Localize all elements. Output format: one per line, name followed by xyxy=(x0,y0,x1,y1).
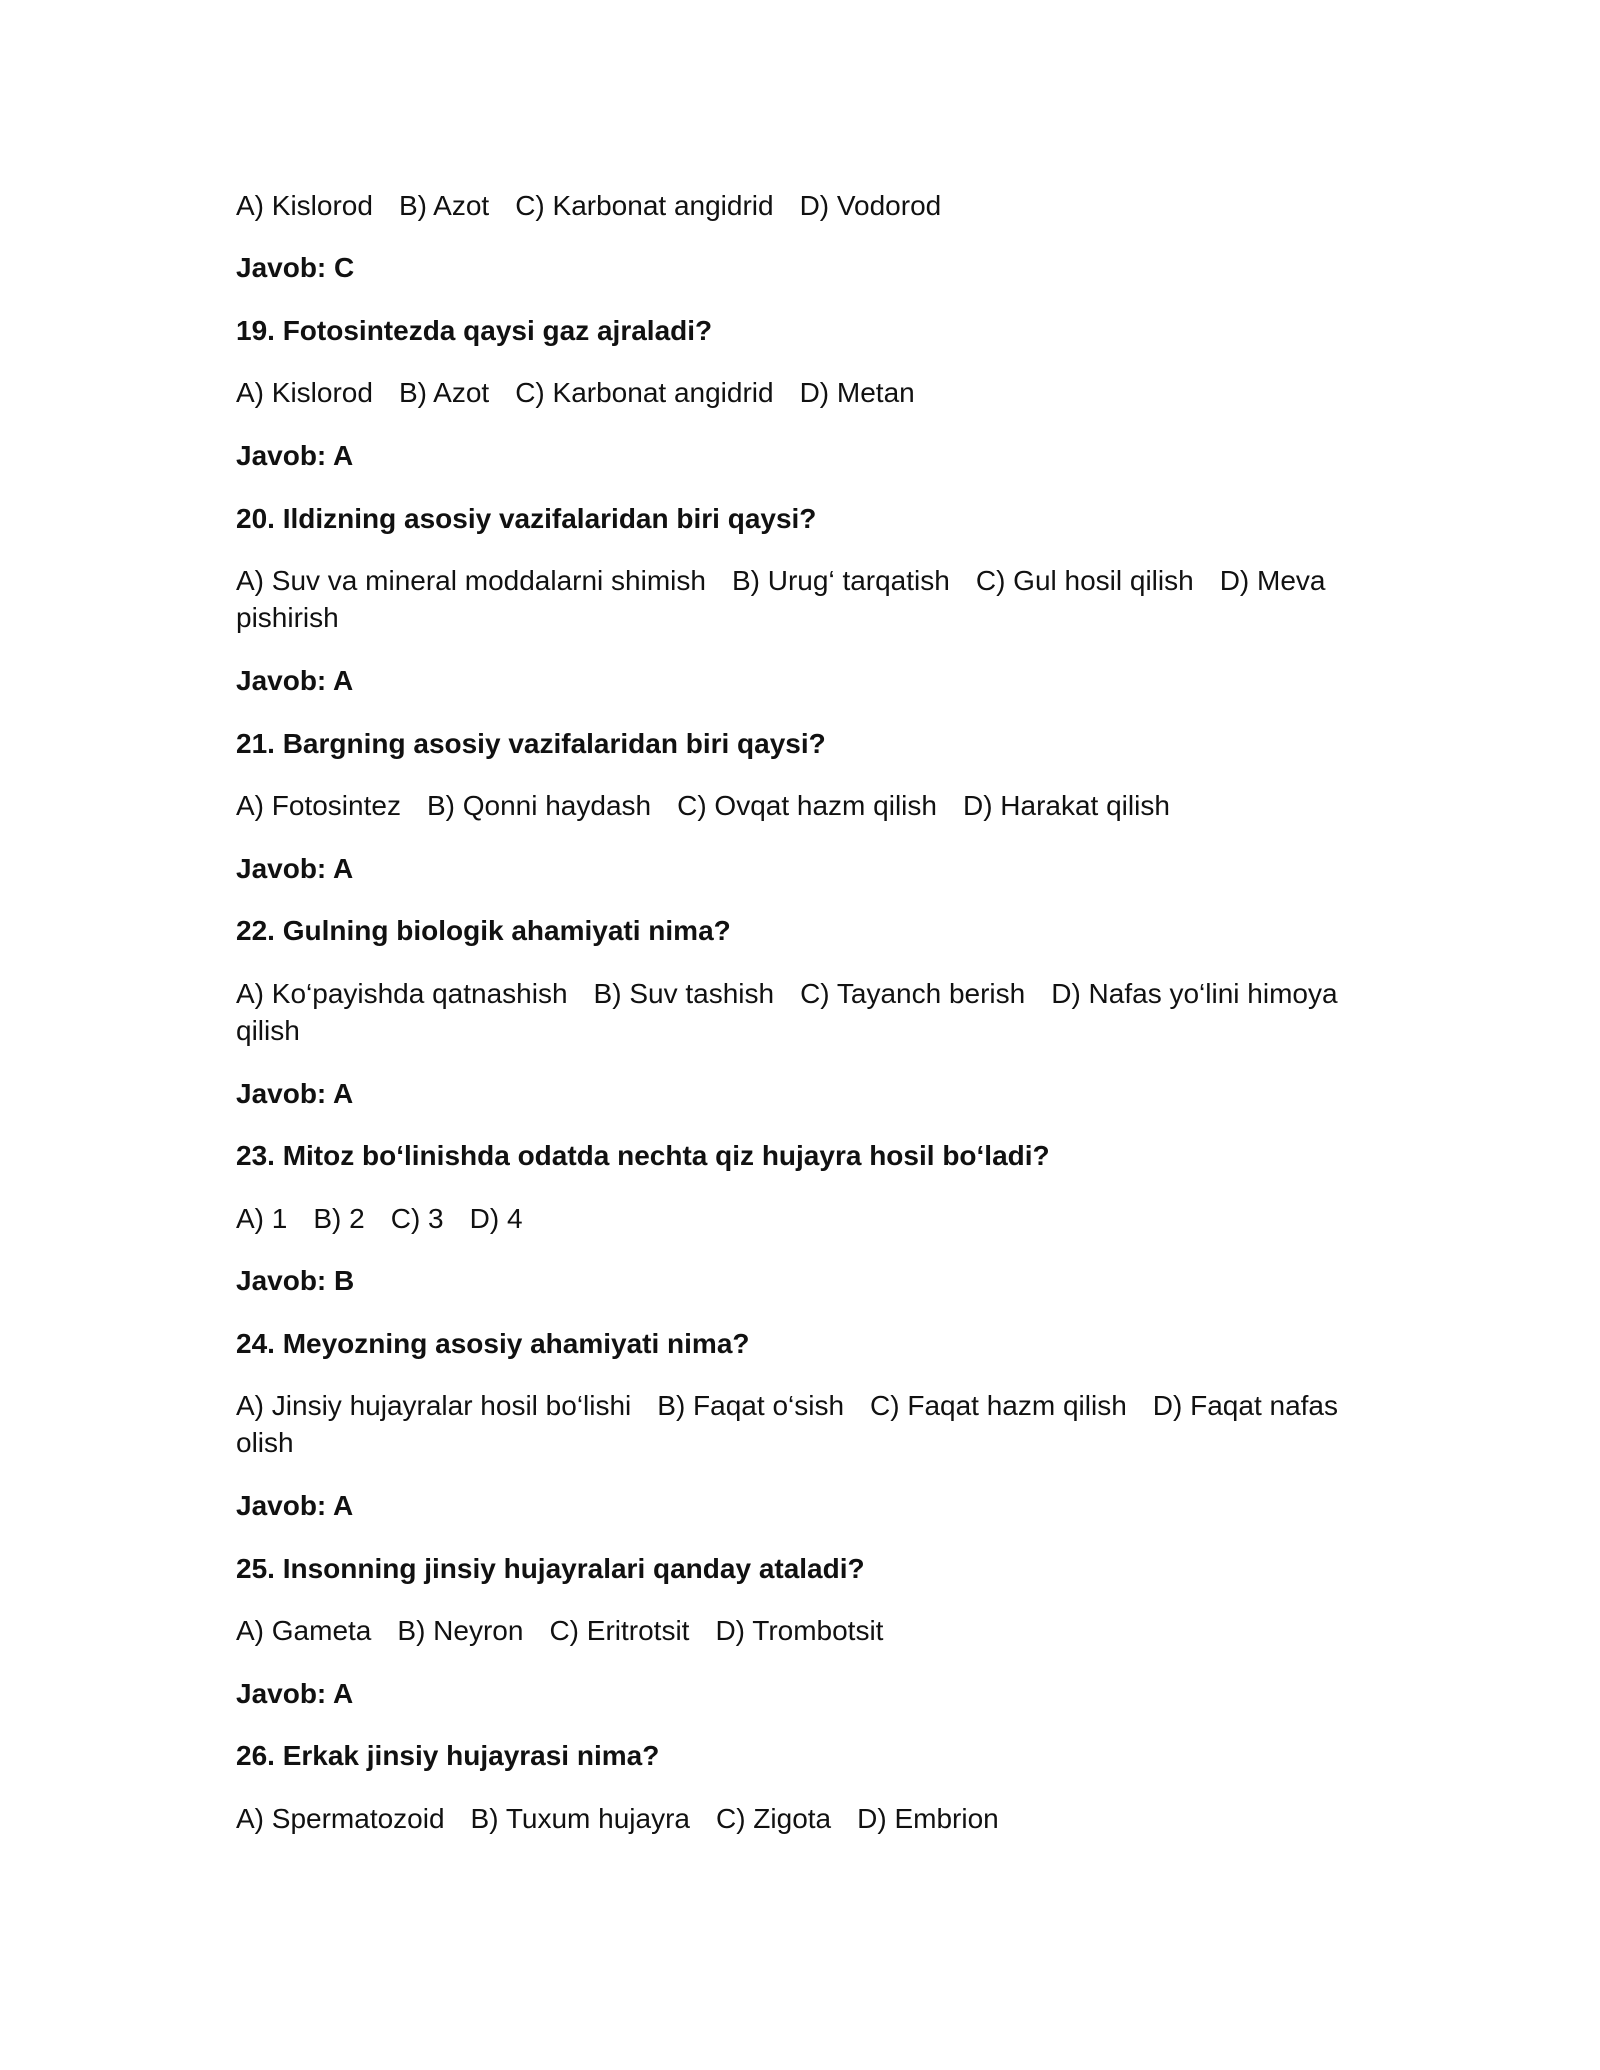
question-21: 21. Bargning asosiy vazifalaridan biri qaysi? xyxy=(236,728,826,759)
option-b: B) Neyron xyxy=(397,1615,524,1646)
question-23: 23. Mitoz bo‘linishda odatda nechta qiz hujayra hosil bo‘ladi? xyxy=(236,1140,1050,1171)
option-b: B) Urug‘ tarqatish xyxy=(731,565,950,596)
option-d: D) Vodorod xyxy=(799,190,942,221)
options-line xyxy=(236,187,1366,224)
options-line xyxy=(236,1200,1366,1237)
option-d: D) 4 xyxy=(469,1203,523,1234)
option-d: D) Metan xyxy=(799,377,915,408)
options-line xyxy=(236,562,1366,599)
option-a: A) Fotosintez xyxy=(236,790,401,821)
option-c: C) Gul hosil qilish xyxy=(975,565,1194,596)
options-line xyxy=(236,1800,1366,1837)
option-d: D) Faqat nafas xyxy=(1152,1390,1338,1421)
option-b: B) Suv tashish xyxy=(593,978,775,1009)
options-continuation: olish xyxy=(236,1427,294,1458)
options-continuation: qilish xyxy=(236,1015,300,1046)
option-b: B) Faqat o‘sish xyxy=(657,1390,845,1421)
options-line xyxy=(236,374,1366,411)
answer-line: Javob: A xyxy=(236,853,354,884)
question-26: 26. Erkak jinsiy hujayrasi nima? xyxy=(236,1740,660,1771)
answer-line: Javob: A xyxy=(236,1678,354,1709)
option-d: D) Trombotsit xyxy=(715,1615,884,1646)
options-continuation: pishirish xyxy=(236,602,339,633)
option-c: C) Eritrotsit xyxy=(549,1615,690,1646)
option-b: B) 2 xyxy=(313,1203,365,1234)
answer-line: Javob: C xyxy=(236,252,355,283)
answer-line: Javob: A xyxy=(236,440,354,471)
option-c: C) Faqat hazm qilish xyxy=(870,1390,1127,1421)
answer-line: Javob: A xyxy=(236,1078,354,1109)
option-a: A) 1 xyxy=(236,1203,288,1234)
option-a: A) Kislorod xyxy=(236,377,373,408)
option-d: D) Embrion xyxy=(857,1803,999,1834)
option-a: A) Kislorod xyxy=(236,190,373,221)
option-c: C) Karbonat angidrid xyxy=(515,377,774,408)
option-b: B) Qonni haydash xyxy=(426,790,652,821)
options-line xyxy=(236,1387,1366,1424)
option-d: D) Meva xyxy=(1219,565,1326,596)
option-c: C) Tayanch berish xyxy=(800,978,1026,1009)
answer-line: Javob: B xyxy=(236,1265,355,1296)
options-line xyxy=(236,787,1366,824)
question-19: 19. Fotosintezda qaysi gaz ajraladi? xyxy=(236,315,713,346)
option-b: B) Azot xyxy=(398,190,490,221)
option-c: C) Ovqat hazm qilish xyxy=(677,790,937,821)
option-d: D) Harakat qilish xyxy=(962,790,1170,821)
option-a: A) Spermatozoid xyxy=(236,1803,445,1834)
option-c: C) Zigota xyxy=(715,1803,832,1834)
option-b: B) Tuxum hujayra xyxy=(470,1803,690,1834)
option-d: D) Nafas yo‘lini himoya xyxy=(1051,978,1338,1009)
option-c: C) 3 xyxy=(390,1203,444,1234)
option-a: A) Gameta xyxy=(236,1615,372,1646)
answer-line: Javob: A xyxy=(236,1490,354,1521)
option-a: A) Jinsiy hujayralar hosil bo‘lishi xyxy=(236,1390,632,1421)
option-b: B) Azot xyxy=(398,377,490,408)
options-line xyxy=(236,975,1366,1012)
question-24: 24. Meyozning asosiy ahamiyati nima? xyxy=(236,1328,750,1359)
answer-line: Javob: A xyxy=(236,665,354,696)
question-25: 25. Insonning jinsiy hujayralari qanday ataladi? xyxy=(236,1553,865,1584)
options-line xyxy=(236,1612,1366,1649)
question-22: 22. Gulning biologik ahamiyati nima? xyxy=(236,915,731,946)
option-c: C) Karbonat angidrid xyxy=(515,190,774,221)
option-a: A) Ko‘payishda qatnashish xyxy=(236,978,568,1009)
question-20: 20. Ildizning asosiy vazifalaridan biri qaysi? xyxy=(236,503,817,534)
option-a: A) Suv va mineral moddalarni shimish xyxy=(236,565,706,596)
